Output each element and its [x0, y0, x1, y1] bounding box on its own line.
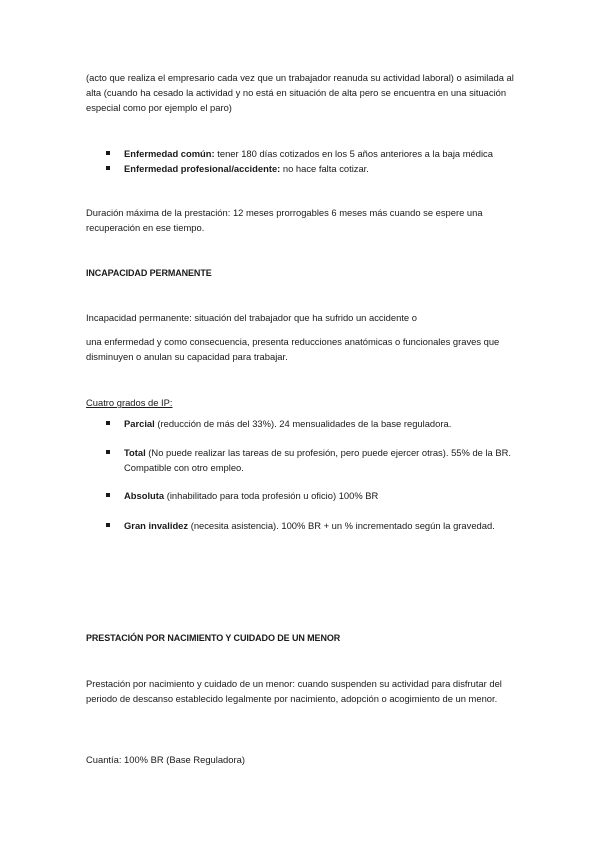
ip-definition-line: Incapacidad permanente: situación del trabajador que ha sufrido un accidente o	[86, 312, 417, 323]
list-item	[106, 445, 516, 475]
requirements-list	[106, 146, 516, 176]
list-item	[106, 146, 516, 161]
ip-definition: una enfermedad y como consecuencia, presenta reducciones anatómicas o funcionales graves que disminuyen o anulan su capacidad para trabajar.	[86, 336, 500, 362]
ip-heading: INCAPACIDAD PERMANENTE	[86, 268, 212, 278]
grades-list	[106, 445, 516, 475]
list-item-term: Enfermedad profesional/accidente:	[124, 163, 281, 174]
birth-definition: Prestación por nacimiento y cuidado de un menor: cuando suspenden su actividad para disfrutar del periodo de descanso establecido legalmente por nacimiento, adopción o acogimiento de un menor.	[86, 678, 502, 704]
amount-paragraph: Cuantía: 100% BR (Base Reguladora)	[86, 754, 245, 765]
grade-term: Absoluta	[124, 490, 165, 501]
list-item-text: no hace falta cotizar.	[280, 163, 369, 174]
grade-text: (inhabilitado para toda profesión u oficio) 100% BR	[164, 490, 379, 501]
grade-term: Gran invalidez	[124, 520, 189, 531]
list-item	[106, 518, 516, 533]
grades-label: Cuatro grados de IP:	[86, 397, 173, 408]
grade-term: Parcial	[124, 418, 155, 429]
list-item-term: Enfermedad común:	[124, 148, 215, 159]
grade-term: Total	[124, 447, 146, 458]
list-item	[106, 416, 516, 431]
grades-list	[106, 518, 516, 533]
list-item	[106, 488, 516, 503]
list-item	[106, 161, 516, 176]
grade-text: (reducción de más del 33%). 24 mensualidades de la base reguladora.	[154, 418, 452, 429]
intro-paragraph: (acto que realiza el empresario cada vez que un trabajador reanuda su actividad laboral) o asimilada al alta (cuando ha cesado la actividad y no está en situación de alta pero se encuentra en una situación especial como por ejemplo el paro)	[86, 72, 514, 113]
grades-list	[106, 416, 516, 431]
duration-paragraph: Duración máxima de la prestación: 12 meses prorrogables 6 meses más cuando se espere una recuperación en ese tiempo.	[86, 207, 483, 233]
grades-list	[106, 488, 516, 503]
grade-text: (No puede realizar las tareas de su profesión, pero puede ejercer otras). 55% de la BR. Compatible con otro empleo.	[124, 447, 512, 473]
grade-text: (necesita asistencia). 100% BR + un % incrementado según la gravedad.	[188, 520, 495, 531]
list-item-text: tener 180 días cotizados en los 5 años anteriores a la baja médica	[214, 148, 493, 159]
birth-heading: PRESTACIÓN POR NACIMIENTO Y CUIDADO DE UN MENOR	[86, 633, 341, 643]
